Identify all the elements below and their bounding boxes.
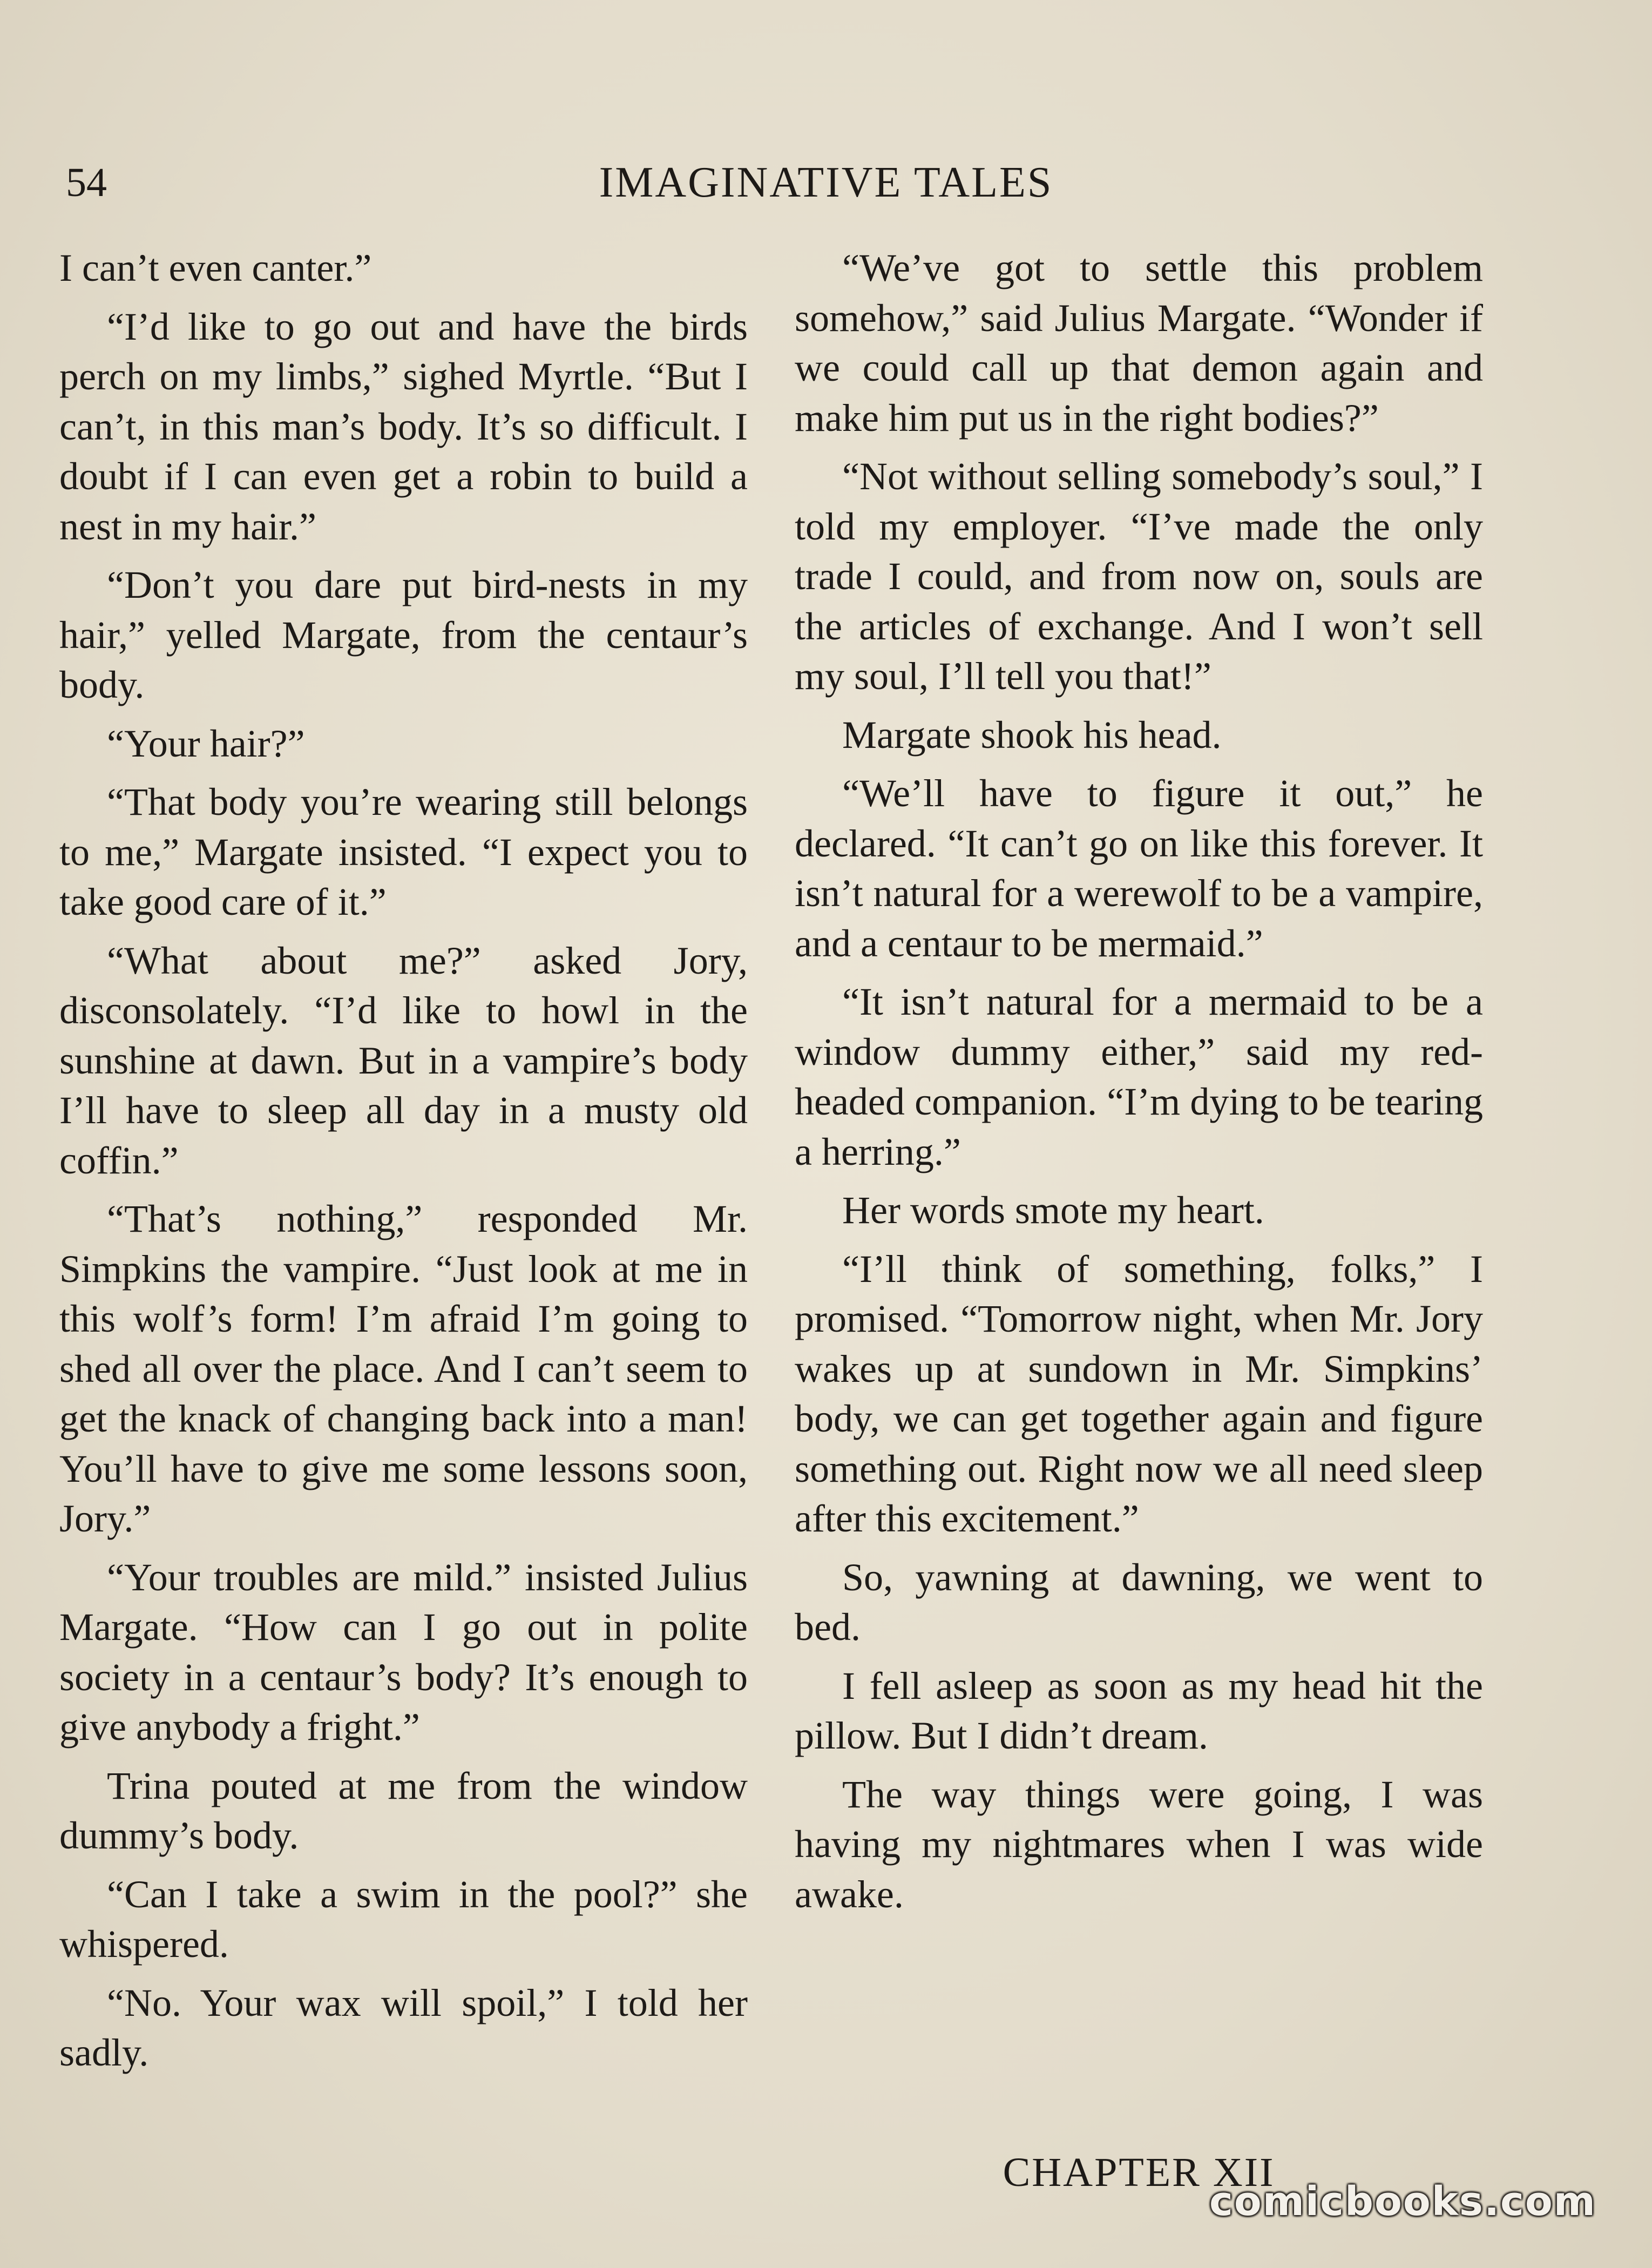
paragraph: “Not without selling somebody’s soul,” I told my employer. “I’ve made the only trade I could, and from now on, souls are the articles of exchange. And I won’t sell my soul, I’ll tell you that!”: [795, 455, 1483, 698]
paragraph: The way things were going, I was having my nightmares when I was wide awake.: [795, 1772, 1483, 1916]
watermark: comicbooks.com: [1209, 2178, 1596, 2225]
paragraph: “What about me?” asked Jory, disconsolately. “I’d like to howl in the sunshine at dawn. But in a vampire’s body I’ll have to sleep all day in a musty old coffin.”: [59, 939, 748, 1182]
paragraph: “That body you’re wearing still belongs to me,” Margate insisted. “I expect you to take good care of it.”: [59, 780, 748, 923]
page-number: 54: [66, 160, 107, 205]
running-title: IMAGINATIVE TALES: [599, 159, 1053, 206]
paragraph: “We’ll have to figure it out,” he declared. “It can’t go on like this forever. It isn’t natural for a werewolf to be a vampire, and a centaur to be mermaid.”: [795, 772, 1483, 965]
right-column: [795, 243, 1483, 1928]
paragraph: I can’t even canter.”: [59, 246, 372, 289]
paragraph: Margate shook his head.: [842, 713, 1222, 757]
chapter-heading: CHAPTER XII: [1003, 2150, 1275, 2195]
paragraph: “Your hair?”: [107, 721, 305, 765]
paragraph: “It isn’t natural for a mermaid to be a window dummy either,” said my red-headed companion. “I’m dying to be tearing a herring.”: [795, 980, 1483, 1173]
paragraph: “No. Your wax will spoil,” I told her sadly.: [59, 1981, 748, 2074]
paragraph: “That’s nothing,” responded Mr. Simpkins the vampire. “Just look at me in this wolf’s form! I’m afraid I’m going to shed all over the place. And I can’t seem to get the knack of changing back into a man! You’ll have to give me some lessons soon, Jory.”: [59, 1197, 748, 1540]
left-column: [59, 243, 748, 2087]
paragraph: Her words smote my heart.: [842, 1189, 1264, 1232]
paragraph: So, yawning at dawning, we went to bed.: [795, 1555, 1483, 1649]
paragraph: “Your troubles are mild.” insisted Julius Margate. “How can I go out in polite society in a centaur’s body? It’s enough to give anybody a fright.”: [59, 1555, 748, 1749]
paragraph: “I’d like to go out and have the birds perch on my limbs,” sighed Myrtle. “But I can’t, in this man’s body. It’s so difficult. I doubt if I can even get a robin to build a nest in my hair.”: [59, 305, 748, 548]
paragraph: “We’ve got to settle this problem somehow,” said Julius Margate. “Wonder if we could call up that demon again and make him put us in the right bodies?”: [795, 246, 1483, 440]
paragraph: “I’ll think of something, folks,” I promised. “Tomorrow night, when Mr. Jory wakes up at sundown in Mr. Simpkins’ body, we can get together again and figure something out. Right now we all need sleep after this excitement.”: [795, 1247, 1483, 1540]
paragraph: “Can I take a swim in the pool?” she whispered.: [59, 1872, 748, 1966]
paragraph: I fell asleep as soon as my head hit the pillow. But I didn’t dream.: [795, 1664, 1483, 1757]
paragraph: “Don’t you dare put bird-nests in my hair,” yelled Margate, from the centaur’s body.: [59, 563, 748, 706]
paragraph: Trina pouted at me from the window dummy’s body.: [59, 1764, 748, 1857]
